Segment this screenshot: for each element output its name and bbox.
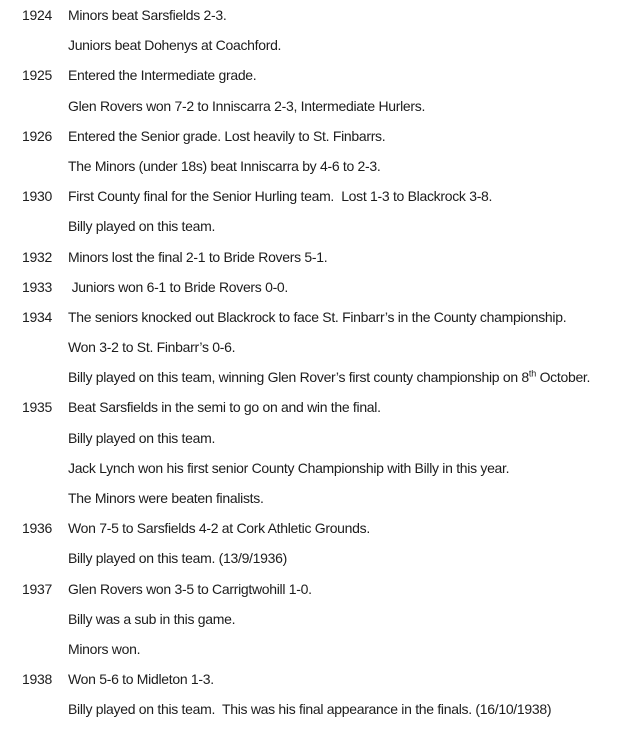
entry-text: Minors beat Sarsfields 2-3. [68, 7, 227, 23]
timeline-entry [0, 217, 622, 247]
entry-year: 1938 [22, 671, 52, 688]
entry-year: 1935 [22, 399, 52, 416]
entry-text: Glen Rovers won 3-5 to Carrigtwohill 1-0. [68, 580, 312, 597]
timeline-entry [0, 368, 622, 398]
timeline-entry [0, 429, 622, 459]
entry-text: The Minors were beaten finalists. [68, 490, 264, 506]
timeline-entry [0, 338, 622, 368]
entry-text: Billy played on this team. (13/9/1936) [68, 550, 287, 567]
entry-text: Beat Sarsfields in the semi to go on and win the final. [68, 399, 381, 416]
timeline-entry [0, 670, 622, 700]
entry-year: 1926 [22, 127, 52, 144]
timeline-entry [0, 519, 622, 549]
entry-year: 1936 [22, 520, 52, 537]
entry-text: Entered the Intermediate grade. [68, 67, 257, 84]
entry-text: Minors lost the final 2-1 to Bride Rovers 5-1. [68, 248, 328, 265]
entry-year: 1930 [22, 188, 52, 205]
entry-year: 1933 [22, 278, 52, 295]
timeline-entry [0, 489, 622, 519]
entry-text-after: October. [536, 369, 591, 386]
timeline-entry [0, 66, 622, 96]
timeline-entry [0, 549, 622, 579]
timeline-entry [0, 278, 622, 308]
timeline-entry [0, 308, 622, 338]
ordinal-suffix: th [528, 368, 536, 379]
entry-text-segment: Billy played on this team, winning Glen Rover’s first county championship on 8 [68, 369, 529, 386]
timeline-entry [0, 157, 622, 187]
entry-text: Billy was a sub in this game. [68, 610, 236, 627]
entry-text: Billy played on this team. [68, 429, 216, 446]
timeline-entry [0, 187, 622, 217]
entry-year: 1925 [22, 67, 52, 84]
timeline-entry [0, 248, 622, 278]
entry-text: Juniors beat Dohenys at Coachford. [68, 37, 282, 54]
entry-text: Won 5-6 to Midleton 1-3. [68, 671, 214, 688]
timeline-entry [0, 127, 622, 157]
timeline-entry [0, 640, 622, 670]
entry-text: Billy played on this team. [68, 218, 216, 235]
entry-text: The seniors knocked out Blackrock to face St. Finbarr’s in the County championship. [68, 308, 567, 325]
entry-text: Entered the Senior grade. Lost heavily to St. Finbarrs. [68, 127, 386, 144]
entry-text: Won 3-2 to St. Finbarr’s 0-6. [68, 339, 236, 356]
timeline-entry [0, 610, 622, 640]
timeline-entry [0, 580, 622, 610]
entry-text: Jack Lynch won his first senior County Championship with Billy in this year. [68, 459, 510, 476]
entry-text: The Minors (under 18s) beat Inniscarra by 4-6 to 2-3. [68, 157, 381, 174]
entry-text: Won 7-5 to Sarsfields 4-2 at Cork Athletic Grounds. [68, 520, 370, 537]
timeline-entry [0, 6, 622, 36]
entry-text: Billy played on this team. This was his final appearance in the finals. (16/10/1938) [68, 701, 552, 718]
entry-text: Juniors won 6-1 to Bride Rovers 0-0. [68, 278, 289, 295]
entry-year: 1932 [22, 248, 52, 265]
entry-text [68, 368, 590, 387]
entry-text: Minors won. [68, 640, 141, 657]
entry-year: 1934 [22, 308, 52, 325]
entry-text: Glen Rovers won 7-2 to Inniscarra 2-3, Intermediate Hurlers. [68, 97, 426, 114]
entry-text: First County final for the Senior Hurling team. Lost 1-3 to Blackrock 3-8. [68, 188, 493, 205]
entry-year: 1924 [22, 7, 52, 23]
timeline-entry [0, 97, 622, 127]
timeline-entry [0, 398, 622, 428]
timeline-entry [0, 36, 622, 66]
entry-year: 1937 [22, 580, 52, 597]
timeline-entry [0, 459, 622, 489]
